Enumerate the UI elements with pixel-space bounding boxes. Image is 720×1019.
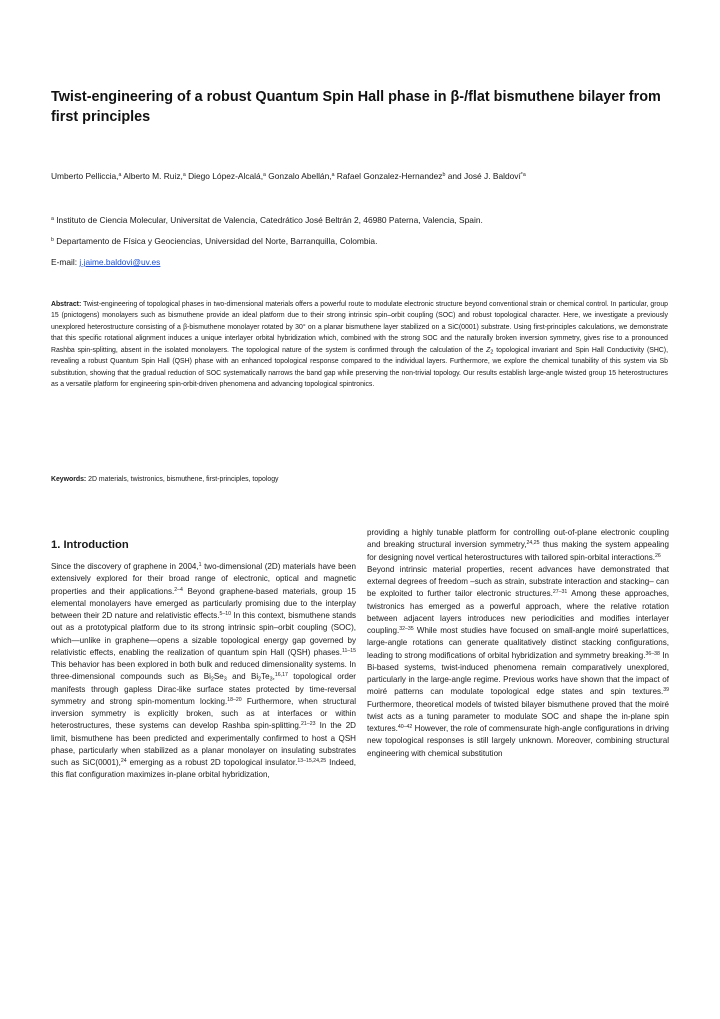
text-run: In Bi-based systems, twist-induced phenomena remain comparatively unexplored, particularly in the large-angle regime. Previous works have shown that the impact of moiré patterns can modulate topological edge states and spin textures. <box>367 650 669 697</box>
citation: 1 <box>198 561 202 568</box>
author: Diego López-Alcalá,$^a$ <box>188 171 266 181</box>
citation: 13–15,24,25 <box>297 757 327 764</box>
contact-email: E-mail: j.jaime.baldovi@uv.es <box>51 257 161 267</box>
text-run: Among these approaches, twistronics has emerged as a powerful approach, where the relative rotation between adjacent layers introduces new periodicities and modifies interlayer coupling. <box>367 589 669 635</box>
text-run: Te <box>261 672 270 682</box>
section-heading: 1. Introduction <box>51 539 129 551</box>
citation: 27–31 <box>552 589 568 596</box>
subscript: 2 <box>258 676 262 683</box>
text-run: thus making the system appealing for designing novel vertical heterostructures with tailored spin-orbital interactions. <box>367 540 669 562</box>
email-link[interactable]: j.jaime.baldovi@uv.es <box>79 257 161 267</box>
text-run: Beyond intrinsic material properties, recent advances have demonstrated that external degrees of freedom –such as strain, substrate interaction and stacking– can be exploited to further tailor electronic structures. <box>367 564 669 599</box>
text-run: This behavior has been explored in both bulk and reduced dimensionality systems. In three-dimensional compounds such as Bi <box>51 660 356 682</box>
citation: 18–20 <box>227 696 242 703</box>
citation: 26 <box>655 552 661 559</box>
author: Rafael Gonzalez-Hernandez$^b$ <box>336 171 446 181</box>
text-run: Indeed, this flat configuration maximizes in-plane orbital hybridization, <box>51 758 356 780</box>
keywords-label: Keywords: <box>51 476 87 483</box>
citation: 5–10 <box>219 610 231 617</box>
abstract: Abstract: Twist-engineering of topological phases in two-dimensional materials offers a powerful route to modulate electronic structure beyond conventional strain or chemical control. In particular, group 15 (pnictogens) monolayers such as bismuthene provide an ideal platform due to their strong intrinsic spin–orbit coupling (SOC) and robust topological character. Here, we investigate a previously unexplored heterostructure consisting of a β-bismuthene monolayer rotated by 30° on a planar bismuthene layer stabilized on a SiC(0001) substrate. Using first-principles calculations, we demonstrate that this specific rotational alignment induces a unique interlayer orbital hybridization which, combined with the strong SOC and the naturally broken inversion symmetry, gives rise to a pronounced Rashba spin-splitting, absent in the isolated monolayers. The topological nature of the system is confirmed through the calculation of the $Z_2$ topological invariant and Spin Hall Conductivity (SHC), revealing a robust Quantum Spin Hall (QSH) phase with an enhanced topological response compared to the individual layers. Furthermore, we explore the chemical tunability of this system via Sb substitution, showing that the gradual reduction of SOC systematically narrows the band gap while preserving the non-trivial topology. Our results establish large-angle twisted group 15 heterostructures as a versatile platform for engineering spin-orbit-driven phenomena and advancing topological spintronics. <box>51 301 668 389</box>
author: Umberto Pelliccia,$^a$ <box>51 171 122 181</box>
citation: 32–35 <box>399 625 414 632</box>
text-run: topological order manifests through gapless Dirac-like surface states protected by time-reversal symmetry and strong spin-momentum locking. <box>51 672 356 706</box>
citation: 40–42 <box>397 723 413 730</box>
citation: 39 <box>663 687 669 694</box>
affiliation: $^b$ Departamento de Física y Geociencias, Universidad del Norte, Barranquilla, Colombia. <box>51 236 378 246</box>
text-run: providing a highly tunable platform for controlling out-of-plane electronic coupling and breaking structural inversion symmetry, <box>367 528 669 550</box>
subscript: 2 <box>210 676 214 683</box>
citation: 36–38 <box>645 650 660 657</box>
text-run: , <box>272 672 275 682</box>
affiliation: $^a$ Instituto de Ciencia Molecular, Universitat de Valencia, Catedrático José Beltrán 2, 46980 Paterna, Valencia, Spain. <box>51 215 483 225</box>
intro-column-right <box>367 527 669 760</box>
text-run: However, the role of commensurate high-angle configurations in driving new topological responses is still largely unknown. Moreover, combining structural engineering with chemical substitution <box>367 724 669 758</box>
citation: 11–15 <box>341 647 356 654</box>
text-run: Beyond graphene-based materials, group 15 elemental monolayers have emerged as particularly promising due to the interplay between their 2D nature and relativistic effects. <box>51 586 356 620</box>
text-run: Furthermore, when structural inversion symmetry is explicitly broken, such as at interfaces or within heterostructures, these systems can develop Rashba spin-splitting. <box>51 696 357 731</box>
text-run: Furthermore, theoretical models of twisted bilayer bismuthene proved that the moiré twist acts as a tuning parameter to modulate SOC and shape the in-plane spin textures. <box>367 699 669 733</box>
citation: 2–4 <box>174 586 183 593</box>
citation: 24 <box>120 757 127 764</box>
abstract-label: Abstract: <box>51 301 82 308</box>
author: Gonzalo Abellán,$^a$ <box>268 171 335 181</box>
citation: 21–23 <box>301 721 316 728</box>
text-run: In the 2D limit, bismuthene has been predicted and experimentally confirmed to host a QSH phase, particularly when stabilized as a planar monolayer on insulating substrates such as SiC(0001), <box>51 721 356 767</box>
author-list <box>51 170 691 182</box>
text-run: While most studies have focused on small-angle moiré superlattices, large-angle rotations can generate qualitatively distinct stacking configurations, leading to strong modifications of orbital hybridization and symmetry breaking. <box>367 626 669 660</box>
text-run: In this context, bismuthene stands out as a prototypical platform due to its strong intrinsic spin–orbit coupling (SOC), which—unlike in graphene—opens a sizable topological energy gap governed by relativistic effects, enabling the realization of quantum spin Hall (QSH) phases. <box>51 611 356 657</box>
author: and José J. Baldoví$^{*a}$ <box>447 171 526 181</box>
text-run: two-dimensional (2D) materials have been extensively explored for their broad range of electronic, optical and magnetic properties and their applications. <box>51 562 356 596</box>
intro-column-left <box>51 561 356 782</box>
text-run: Se <box>213 672 224 682</box>
subscript: 3 <box>223 676 227 683</box>
keywords: Keywords: 2D materials, twistronics, bismuthene, first-principles, topology <box>51 476 279 483</box>
text-run: emerging as a robust 2D topological insulator. <box>126 758 298 767</box>
citation: 24,25 <box>526 540 540 547</box>
subscript: 3 <box>269 676 273 683</box>
citation: 16,17 <box>274 672 288 679</box>
author: Alberto M. Ruiz,$^a$ <box>123 171 186 181</box>
text-run: and Bi <box>226 672 259 682</box>
text-run: Since the discovery of graphene in 2004, <box>51 562 199 571</box>
paper-title: Twist-engineering of a robust Quantum Spin Hall phase in β-/flat bismuthene bilayer from first principles <box>51 89 661 125</box>
